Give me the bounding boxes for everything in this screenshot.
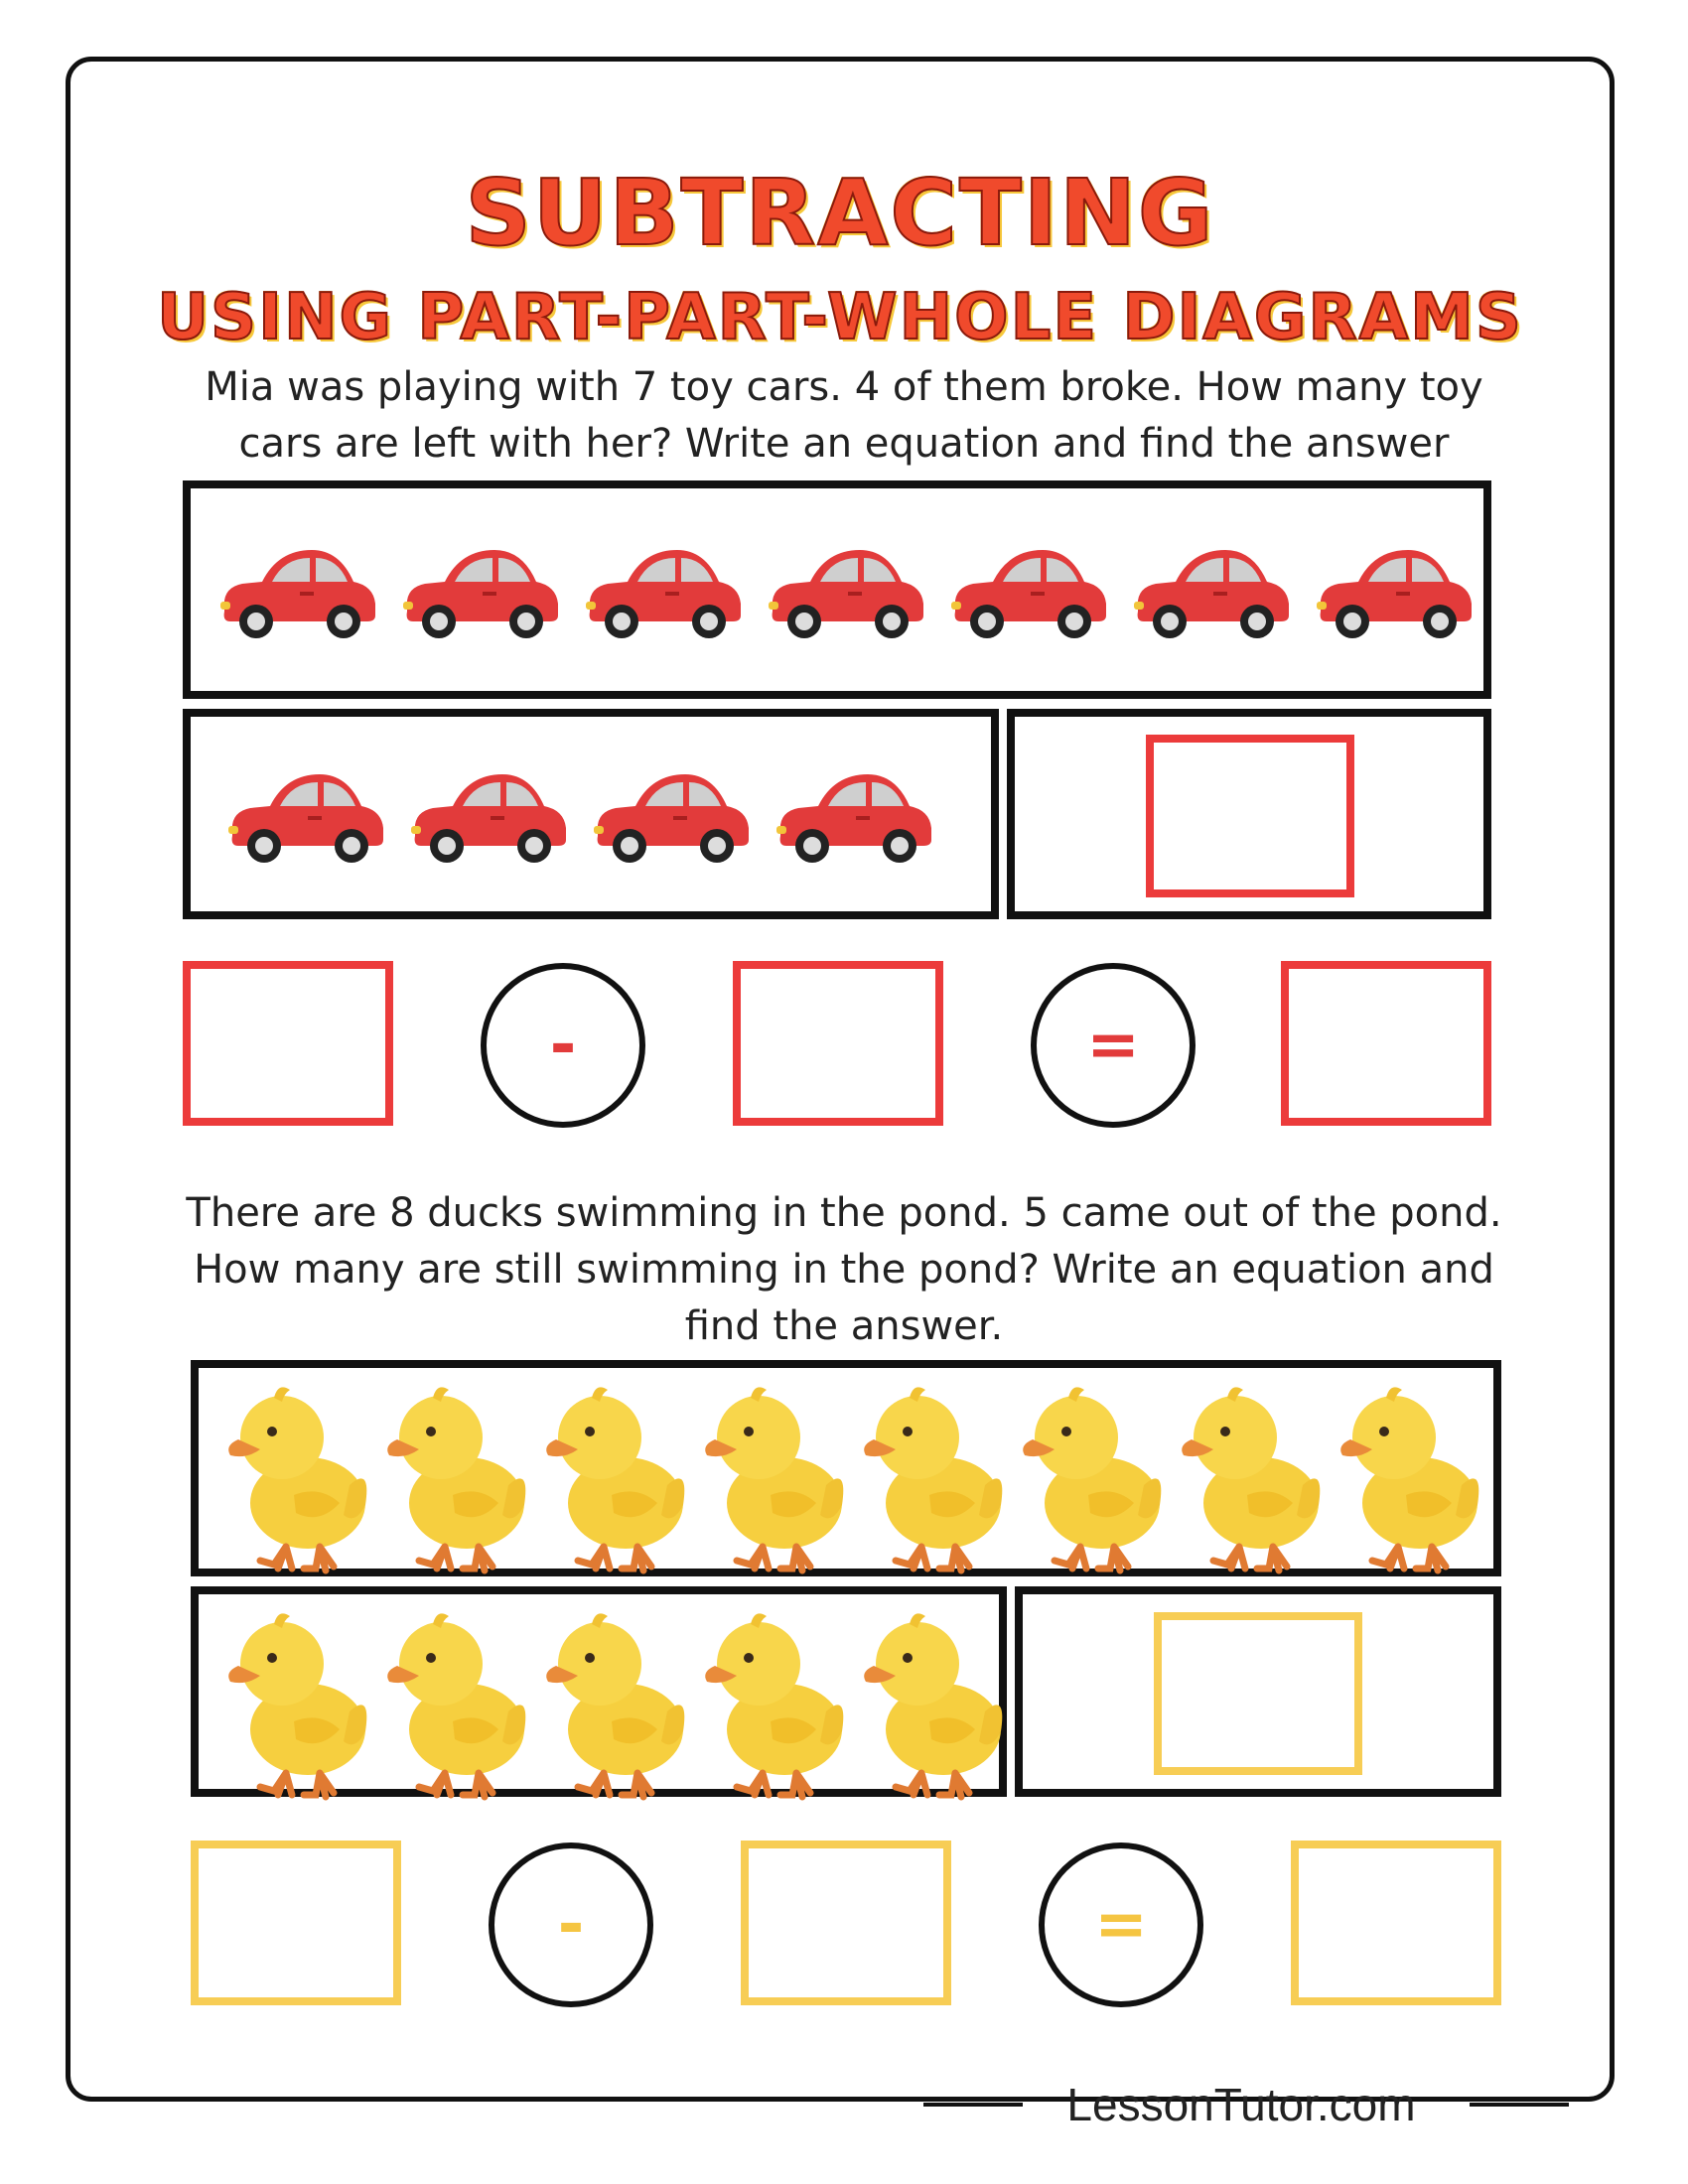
minus-sign: -	[489, 1843, 653, 2007]
problem-2-part-box	[191, 1586, 1007, 1797]
duck-icon	[693, 1376, 848, 1578]
car-icon	[769, 762, 937, 876]
duck-icon	[534, 1376, 689, 1578]
duck-icon	[852, 1376, 1007, 1578]
duck-icon	[216, 1376, 371, 1578]
car-icon	[943, 538, 1112, 651]
duck-icon	[1329, 1376, 1483, 1578]
minus-sign: -	[481, 963, 645, 1128]
duck-icon	[534, 1602, 689, 1805]
duck-icon	[693, 1602, 848, 1805]
problem-1-equation-box-2[interactable]	[733, 961, 943, 1126]
problem-1-equation-box-1[interactable]	[183, 961, 393, 1126]
car-icon	[395, 538, 564, 651]
car-icon	[761, 538, 929, 651]
problem-1-text: Mia was playing with 7 toy cars. 4 of them broke. How many toy cars are left with her? Write an equation and find the answer	[205, 364, 1483, 467]
car-icon	[578, 538, 747, 651]
duck-icon	[375, 1376, 530, 1578]
problem-2-text: There are 8 ducks swimming in the pond. 5 came out of the pond. How many are still swimming in the pond? Write an equation and find the answer.	[186, 1190, 1502, 1349]
problem-1-part-box	[183, 709, 999, 919]
car-icon	[220, 762, 389, 876]
worksheet-subtitle: USING PART-PART-WHOLE DIAGRAMS	[157, 281, 1523, 354]
duck-icon	[1170, 1376, 1325, 1578]
problem-1-missing-part-answer[interactable]	[1146, 735, 1354, 897]
car-icon	[586, 762, 755, 876]
problem-2-missing-part-box	[1015, 1586, 1501, 1797]
problem-1-whole-box	[183, 480, 1491, 699]
problem-2-whole-box	[191, 1360, 1501, 1576]
car-icon	[212, 538, 381, 651]
duck-icon	[1011, 1376, 1166, 1578]
problem-2-missing-part-answer[interactable]	[1154, 1612, 1362, 1775]
problem-2-equation-answer-box[interactable]	[1291, 1841, 1501, 2005]
problem-1-equation-answer-box[interactable]	[1281, 961, 1491, 1126]
worksheet-title: SUBTRACTING	[465, 160, 1215, 266]
problem-1-missing-part-box	[1007, 709, 1491, 919]
car-icon	[403, 762, 572, 876]
problem-1-whole-items	[212, 538, 1477, 651]
duck-icon	[375, 1602, 530, 1805]
equals-sign: =	[1039, 1843, 1203, 2007]
problem-2-equation-box-2[interactable]	[741, 1841, 951, 2005]
problem-1-part-items	[220, 762, 937, 876]
problem-2-whole-items	[216, 1376, 1483, 1578]
footer-line-left	[923, 2103, 1023, 2107]
problem-2-equation-box-1[interactable]	[191, 1841, 401, 2005]
car-icon	[1309, 538, 1477, 651]
site-credit: LessonTutor.com	[1066, 2079, 1416, 2130]
problem-2-part-items	[216, 1602, 1007, 1805]
footer-line-right	[1470, 2103, 1569, 2107]
car-icon	[1126, 538, 1295, 651]
duck-icon	[216, 1602, 371, 1805]
equals-sign: =	[1031, 963, 1196, 1128]
duck-icon	[852, 1602, 1007, 1805]
